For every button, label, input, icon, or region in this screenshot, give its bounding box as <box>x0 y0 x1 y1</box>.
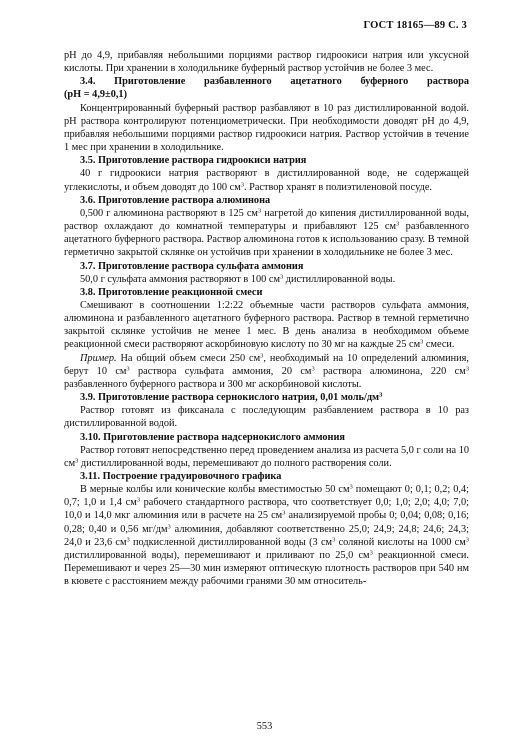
paragraph: В мерные колбы или конические колбы вместимостью 50 $см^3$ помещают 0; 0,1; 0,2; 0,4; 0,7; 1,0 и 1,4 $см^3$ рабочего стандартного раствора, что соответствует 0,0; 1,0; 2,0; 4,0; 7,0; 10,0 и 14,0 мкг алюминия или в расчете на 25 $см^3$ анализируемой пробы 0; 0,04; 0,08; 0,16; 0,28; 0,40 и 0,56 $мг/дм^3$ алюминия, добавляют соответственно 25,0; 24,9; 24,8; 24,6; 24,3; 24,0 и 23,6 $см^3$ подкисленной дистиллированной воды (3 $см^3$ соляной кислоты на 1000 $см^3$ дистиллированной воды), перемешивают и приливают по 25,0 $см^3$ реакционной смеси. Перемешивают и через 25—30 мин измеряют оптическую плотность растворов при 540 нм в кювете с расстоянием между рабочими гранями 30 мм относитель- <box>64 483 470 588</box>
section-heading: 3.8. Приготовление реакционной смеси <box>80 286 263 298</box>
page-header: ГОСТ 18165—89 С. 3 <box>363 20 467 31</box>
section-heading: 3.6. Приготовление раствора алюминона <box>80 194 271 206</box>
paragraph: Раствор готовят из фиксанала с последующим разбавлением раствора в 10 раз дистиллированной водой. <box>64 405 469 430</box>
paragraph: 50,0 г сульфата аммония растворяют в 100 $см^3$ дистиллированной воды. <box>80 273 396 285</box>
paragraph: pH до 4,9, прибавляя небольшими порциями раствор гидроокиси натрия или уксусной кислоты. При хранении в холодильнике буферный раствор устойчив не более 3 мес. <box>64 50 469 75</box>
paragraph: Концентрированный буферный раствор разбавляют в 10 раз дистиллированной водой. pH раствора контролируют потенциометрически. При необходимости доводят pH до 4,9, прибавляя небольшими порциями раствор гидроокиси натрия. Раствор устойчив в течение 1 мес при хранении в холодильнике. <box>64 102 469 154</box>
paragraph: 40 г гидроокиси натрия растворяют в дистиллированной воде, не содержащей углекислоты, и объем доводят до 100 $см^3$. Раствор хранят в полиэтиленовой посуде. <box>64 168 469 193</box>
section-heading: 3.4. Приготовление разбавленного ацетатного буферного раствора <box>80 76 469 88</box>
paragraph: Пример. На общий объем смеси 250 $см^3$, необходимый на 10 определений алюминия, берут 10 $см^3$ раствора сульфата аммония, 20 $см^3$ раствора алюминона, 220 $см^3$ разбавленного буферного раствора и 300 мг аскорбиновой кислоты. <box>64 352 469 390</box>
section-heading: 3.9. Приготовление раствора сернокислого натрия, 0,01 моль/$дм^3$ <box>80 391 383 404</box>
paragraph: Раствор готовят непосредственно перед проведением анализа из расчета 5,0 г соли на 10 $см^3$ дистиллированной воды, перемешивают до полного растворения соли. <box>64 444 469 469</box>
section-heading: 3.11. Построение градуировочного графика <box>80 471 282 482</box>
page-number: 553 <box>256 721 273 732</box>
section-heading: 3.10. Приготовление раствора надсернокислого аммония <box>80 431 345 443</box>
section-heading: 3.7. Приготовление раствора сульфата аммония <box>80 260 304 272</box>
paragraph: 0,500 г алюминона растворяют в 125 $см^3$ нагретой до кипения дистиллированной воды, раствор охлаждают до комнатной температуры и прибавляют 125 $см^3$ разбавленного ацетатного буферного раствора. Раствор алюминона готов к использованию сразу. В темной герметично закрытой склянке он устойчив при хранении в холодильнике не более 3 мес. <box>64 207 469 259</box>
paragraph: Смешивают в соотношении 1:2:22 объемные части растворов сульфата аммония, алюминона и разбавленного ацетатного буферного раствора. Раствор в темной герметично закрытой склянке устойчив не менее 1 мес. В день анализа в необходимом объеме реакционной смеси растворяют аскорбиновую кислоту по 30 мг на каждые 25 $см^3$ смеси. <box>64 299 469 351</box>
page-body <box>64 49 469 588</box>
section-heading: 3.5. Приготовление раствора гидроокиси натрия <box>80 155 307 167</box>
example-label: Пример. <box>80 352 117 364</box>
section-heading: (pH = 4,9±0,1) <box>64 89 128 101</box>
